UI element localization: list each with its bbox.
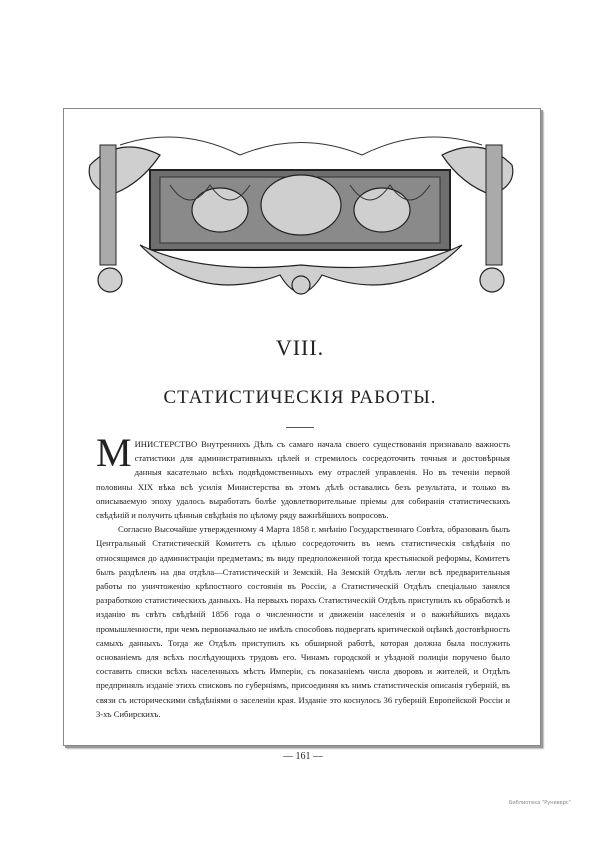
paragraph-1: МИНИСТЕРСТВО Внутреннихъ Дѣлъ съ самаго начала своего существованія признавало важность статистики для административныхъ цѣлей и стремилось сосредоточить точныя и достовѣрныя данныя касательно всѣхъ подвѣдомственныхъ ему отраслей управленія. Но въ теченіи первой половины XIX вѣка всѣ усилія Министерства въ этомъ дѣлѣ оставались безъ результата, и только въ описываемую эпоху удалось выработать болѣе удовлетворительные пріемы для собиранія статистическихъ свѣдѣній и получить цѣнныя свѣдѣнія по цѣлому ряду важнѣйшихъ вопросовъ. [96,430,510,521]
drop-cap: М [96,430,132,475]
page-number: — 161 — [283,751,323,763]
chapter-number: VIII. [275,335,325,360]
ornamental-headpiece [80,125,522,315]
body-text [96,430,510,721]
title-divider [286,427,314,428]
page-body [96,430,510,763]
paragraph-2: Согласно Высочайше утвержденному 4 Марта 1858 г. мнѣнію Государственнаго Совѣта, образованъ былъ Центральный Статистическій Комитетъ съ цѣлью сосредоточить въ немъ статистическія свѣдѣнія по относящимся до администраціи предметамъ; въ виду предположенной тогда крестьянской реформы, Комитетъ былъ раздѣленъ на два отдѣла—Статистическій и Земскій. На Земскій Отдѣлъ легли всѣ предварительныя работы по уничтоженію крѣпостного состоянія въ Россіи, а Статистическій Отдѣлъ спеціально занялся разработкою статистическихъ данныхъ. На первыхъ порахъ Статистическій Отдѣлъ приступилъ къ обработкѣ и изданію въ свѣтъ свѣдѣній 1856 года о численности и движеніи населенія и о важнѣйшихъ видахъ промышленности, при чемъ первоначально не имѣлъ способовъ подвергать критической оцѣнкѣ достовѣрность самыхъ данныхъ. Тогда же Отдѣлъ приступилъ къ обширной работѣ, которая должна была послужить основаніемъ для всѣхъ послѣдующихъ трудовъ его. Чинамъ городской и уѣздной полиціи поручено было составить списки всѣхъ населенныхъ мѣстъ Имперіи, съ показаніемъ числа дворовъ и жителей, и Отдѣлъ предпринялъ изданіе этихъ списковъ по губерніямъ, присоединяя къ нимъ статистическія описанія губерній, въ связи съ историческими свѣдѣніями о заселеніи края. Изданіе это коснулось 36 губерній Европейской Россіи и 3-хъ Сибирскихъ. [96,524,510,719]
chapter-title: СТАТИСТИЧЕСКІЯ РАБОТЫ. [163,387,437,408]
library-watermark: Библиотека "Руниверс" [509,800,571,806]
